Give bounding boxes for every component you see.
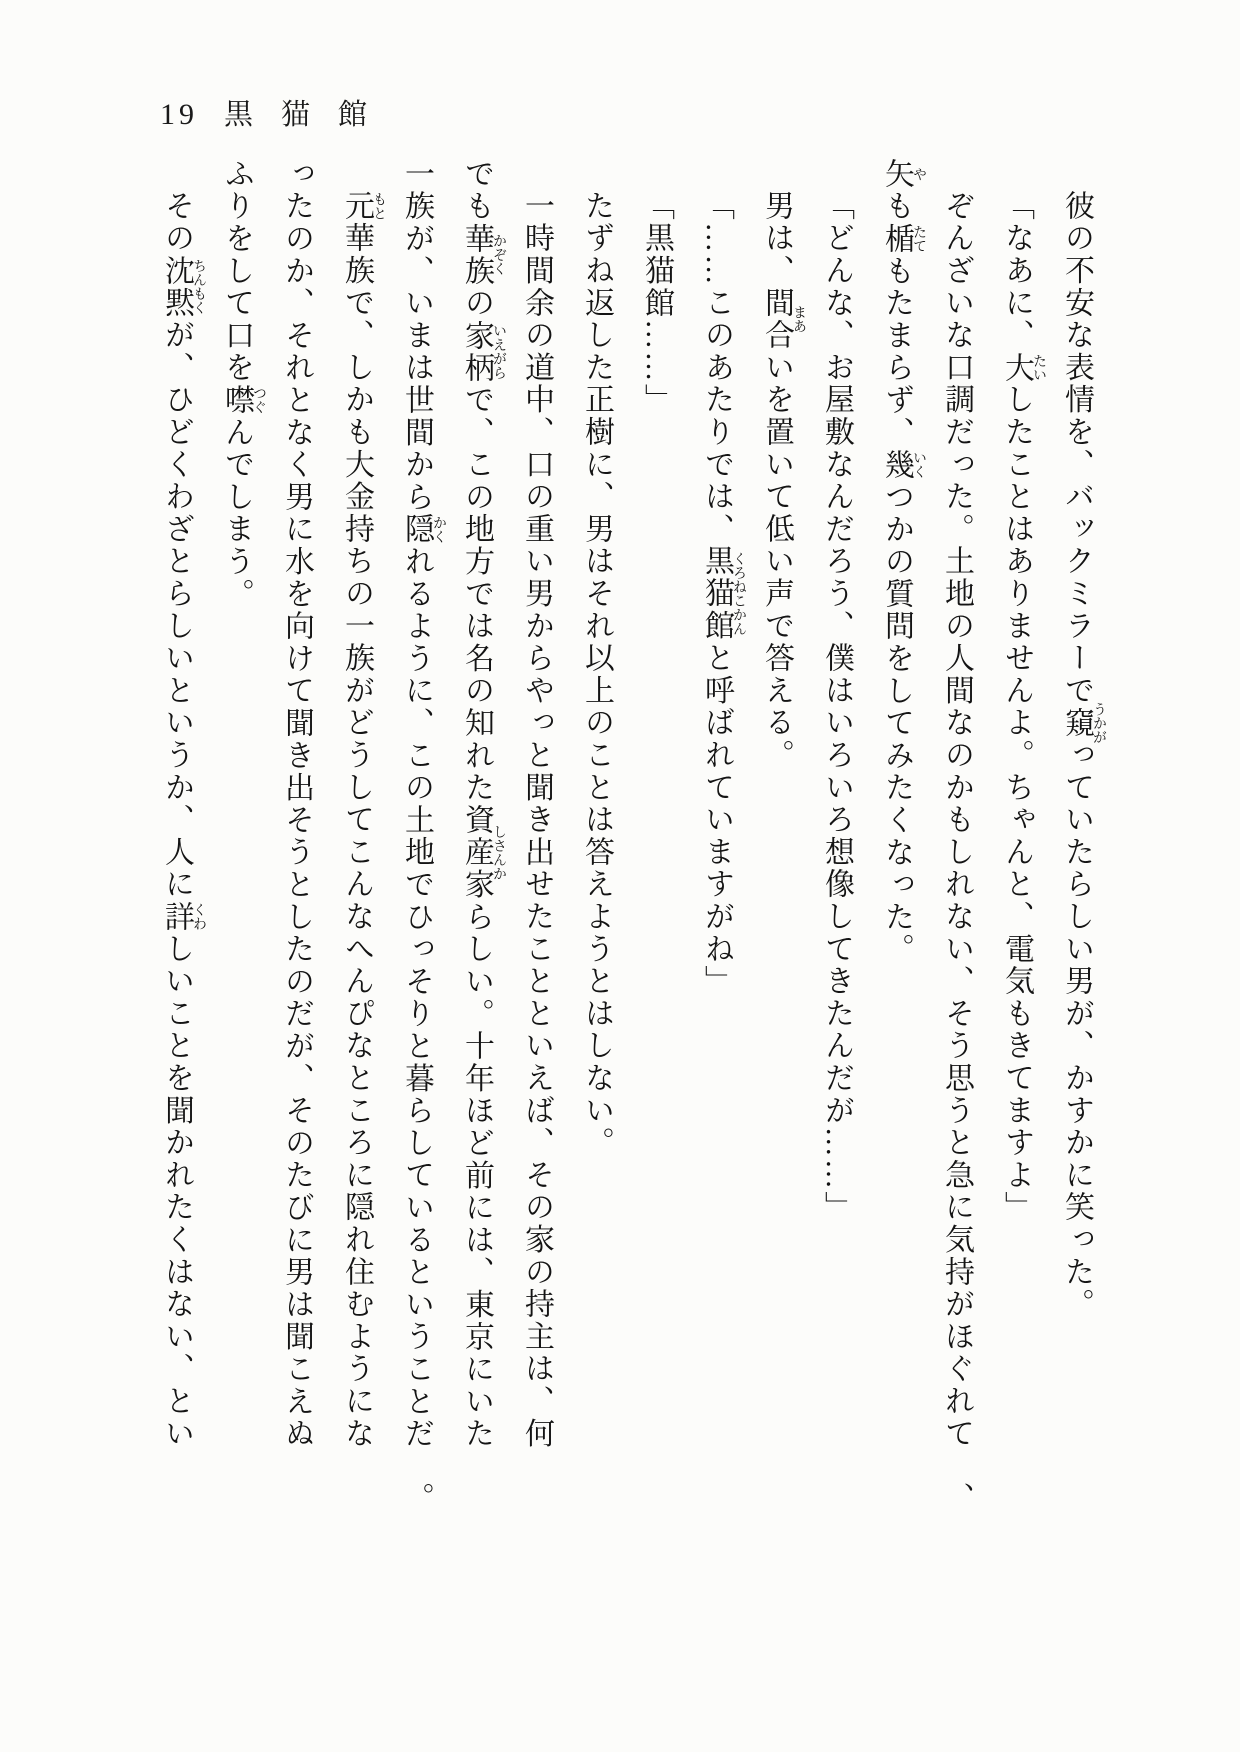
- ruby-annotation: 大たい: [1000, 351, 1046, 384]
- ruby-annotation: 華族かぞく: [460, 222, 506, 288]
- paragraph-8: たずね返した正樹に、男はそれ以上のことは答えようとはしない。: [580, 190, 613, 1159]
- ruby-annotation: 隠かく: [400, 513, 446, 546]
- ruby-annotation: 噤つぐ: [220, 384, 266, 417]
- ruby-annotation: 黒猫館くろねこかん: [700, 545, 746, 643]
- page-number: 19: [160, 98, 198, 131]
- text-body: [146, 158, 1106, 1513]
- paragraph-2: 「なあに、大たいしたことはありませんよ。ちゃんと、電気もきてますよ」: [1000, 190, 1046, 1224]
- ruby-annotation: 沈黙ちんもく: [160, 254, 206, 320]
- ruby-annotation: 詳くわ: [160, 900, 206, 933]
- ruby-annotation: 資産家しさんか: [460, 804, 506, 901]
- paragraph-1: 彼の不安な表情を、バックミラーで窺うかがっていたらしい男が、かすかに笑った。: [1060, 190, 1106, 1321]
- paragraph-5: 男は、間合まあいを置いて低い声で答える。: [760, 190, 806, 772]
- paragraph-7: 「黒猫館……」: [640, 190, 673, 417]
- page-header: [160, 92, 395, 133]
- paragraph-4: 「どんな、お屋敷なんだろう、僕はいろいろ想像してきたんだが……」: [820, 190, 853, 1224]
- ruby-annotation: 家柄いえがら: [460, 319, 506, 385]
- paragraph-11: その沈黙ちんもくが、ひどくわざとらしいというか、人に詳くわしいことを聞かれたくはない、とい: [160, 190, 206, 1450]
- paragraph-6: 「……このあたりでは、黒猫館くろねこかんと呼ばれていますがね」: [700, 190, 746, 998]
- running-title: 黒猫館: [224, 99, 396, 131]
- ruby-annotation: 矢や: [880, 158, 926, 191]
- ruby-annotation: 幾いく: [880, 448, 926, 482]
- ruby-annotation: 楯たて: [880, 222, 926, 255]
- paragraph-9: 一時間余の道中、口の重い男からやっと聞き出せたことといえば、その家の持主は、何でも華族かぞくの家柄いえがらで、この地方では名の知れた資産家しさんからしい。十年ほど前には、東京にいた一族が、いまは世間から隠かくれるように、この土地でひっそりと暮らしているということだ。: [400, 158, 553, 1513]
- paragraph-3: ぞんざいな口調だった。土地の人間なのかもしれない、そう思うと急に気持がほぐれて、矢やも楯たてもたまらず、幾いくつかの質問をしてみたくなった。: [880, 158, 973, 1512]
- ruby-annotation: 元もと: [340, 190, 386, 223]
- ruby-annotation: 窺うかが: [1060, 701, 1106, 744]
- paragraph-10: 元もと華族で、しかも大金持ちの一族がどうしてこんなへんぴなところに隠れ住むようになったのか、それとなく男に水を向けて聞き出そうとしたのだが、そのたびに男は聞こえぬふりをして口を噤つぐんでしまう。: [220, 158, 386, 1450]
- ruby-annotation: 間合まあ: [760, 286, 806, 352]
